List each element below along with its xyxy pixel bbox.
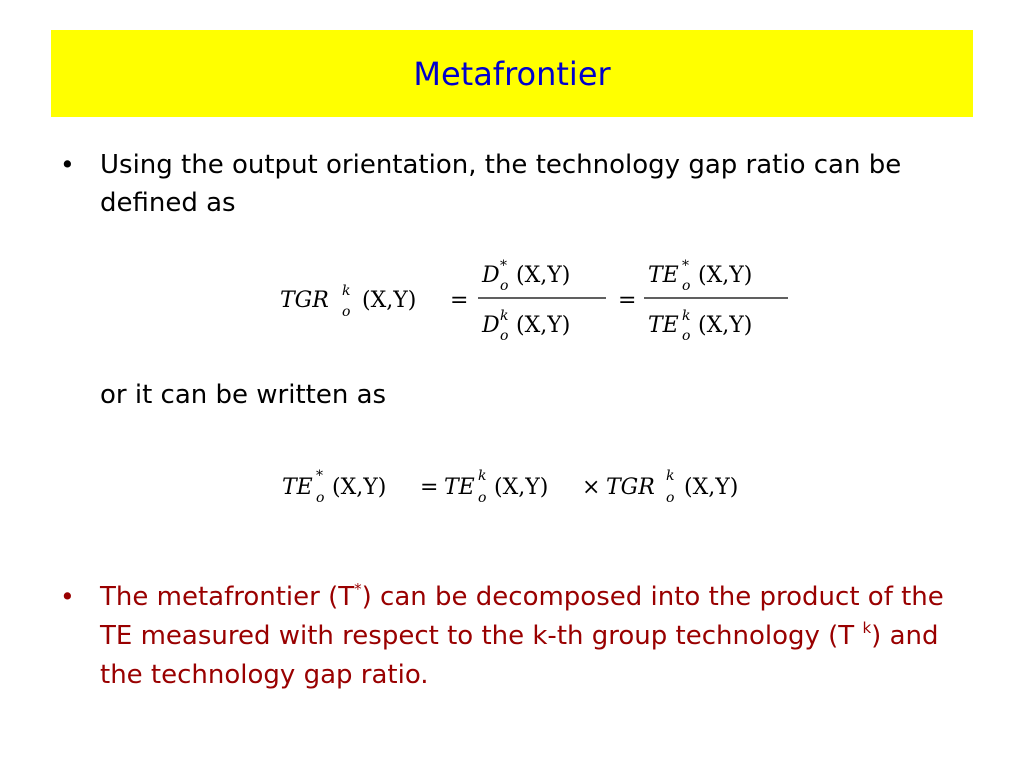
eq1-num2-sup: * bbox=[682, 258, 689, 274]
slide-title: Metafrontier bbox=[413, 54, 611, 93]
eq2-tgr-k-sub: o bbox=[666, 490, 675, 506]
bullet-1-text: Using the output orientation, the technology gap ratio can be defined as bbox=[100, 150, 902, 218]
eq2-te-star-sub: o bbox=[316, 490, 325, 506]
eq2-args-2: (X,Y) bbox=[494, 475, 549, 500]
eq2-args-3: (X,Y) bbox=[684, 475, 739, 500]
bullet-2 bbox=[60, 578, 980, 695]
eq2-te-k-sub: o bbox=[478, 490, 487, 506]
bullet-1 bbox=[60, 146, 980, 222]
eq1-equals-2: = bbox=[618, 288, 637, 313]
eq1-num1-sub: o bbox=[500, 278, 509, 294]
eq1-num1-args: (X,Y) bbox=[516, 263, 571, 288]
bullet-2-sup2: k bbox=[862, 619, 872, 637]
eq1-num1-sup: * bbox=[500, 258, 507, 274]
eq2-tgr-k: TGR bbox=[606, 475, 655, 500]
bullet-2-part2: ) can be decomposed into the product of the TE measured with respect to the k-th group technology (T bbox=[100, 582, 944, 651]
eq1-lhs: TGR bbox=[280, 288, 329, 313]
eq2-te-star: TE bbox=[282, 475, 313, 500]
eq1-num1: D bbox=[482, 263, 500, 288]
bullet-marker: • bbox=[60, 582, 75, 611]
bullet-2-sup1: * bbox=[354, 580, 362, 598]
or-text: or it can be written as bbox=[100, 380, 387, 410]
title-band bbox=[51, 30, 973, 117]
eq1-num2: TE bbox=[648, 263, 679, 288]
eq1-den2: TE bbox=[648, 313, 679, 338]
eq2-tgr-k-sup: k bbox=[666, 468, 675, 484]
eq1-num2-args: (X,Y) bbox=[698, 263, 753, 288]
bullet-2-part3: ) and the technology gap ratio. bbox=[100, 621, 939, 690]
eq1-num2-sub: o bbox=[682, 278, 691, 294]
bullet-2-text bbox=[100, 578, 980, 695]
eq1-den1-args: (X,Y) bbox=[516, 313, 571, 338]
eq2-args-1: (X,Y) bbox=[332, 475, 387, 500]
eq1-den1-sub: o bbox=[500, 328, 509, 344]
eq1-den2-sup: k bbox=[682, 308, 691, 324]
bullet-2-part1: The metafrontier (T bbox=[100, 582, 355, 612]
eq1-equals-1: = bbox=[450, 288, 469, 313]
eq2-times: × bbox=[582, 475, 601, 500]
eq1-den1-sup: k bbox=[500, 308, 509, 324]
eq2-te-k: TE bbox=[444, 475, 475, 500]
eq2-te-k-sup: k bbox=[478, 468, 487, 484]
eq1-lhs-sub: o bbox=[342, 304, 351, 320]
eq1-den2-sub: o bbox=[682, 328, 691, 344]
eq1-lhs-args: (X,Y) bbox=[362, 288, 417, 313]
eq2-equals: = bbox=[420, 475, 439, 500]
equation-te-decomposition bbox=[280, 458, 820, 518]
bullet-marker: • bbox=[60, 150, 75, 179]
eq1-den1: D bbox=[482, 313, 500, 338]
eq1-lhs-sup: k bbox=[342, 283, 351, 299]
eq2-te-star-sup: * bbox=[316, 468, 323, 484]
equation-tgr-definition bbox=[280, 250, 800, 360]
eq1-den2-args: (X,Y) bbox=[698, 313, 753, 338]
